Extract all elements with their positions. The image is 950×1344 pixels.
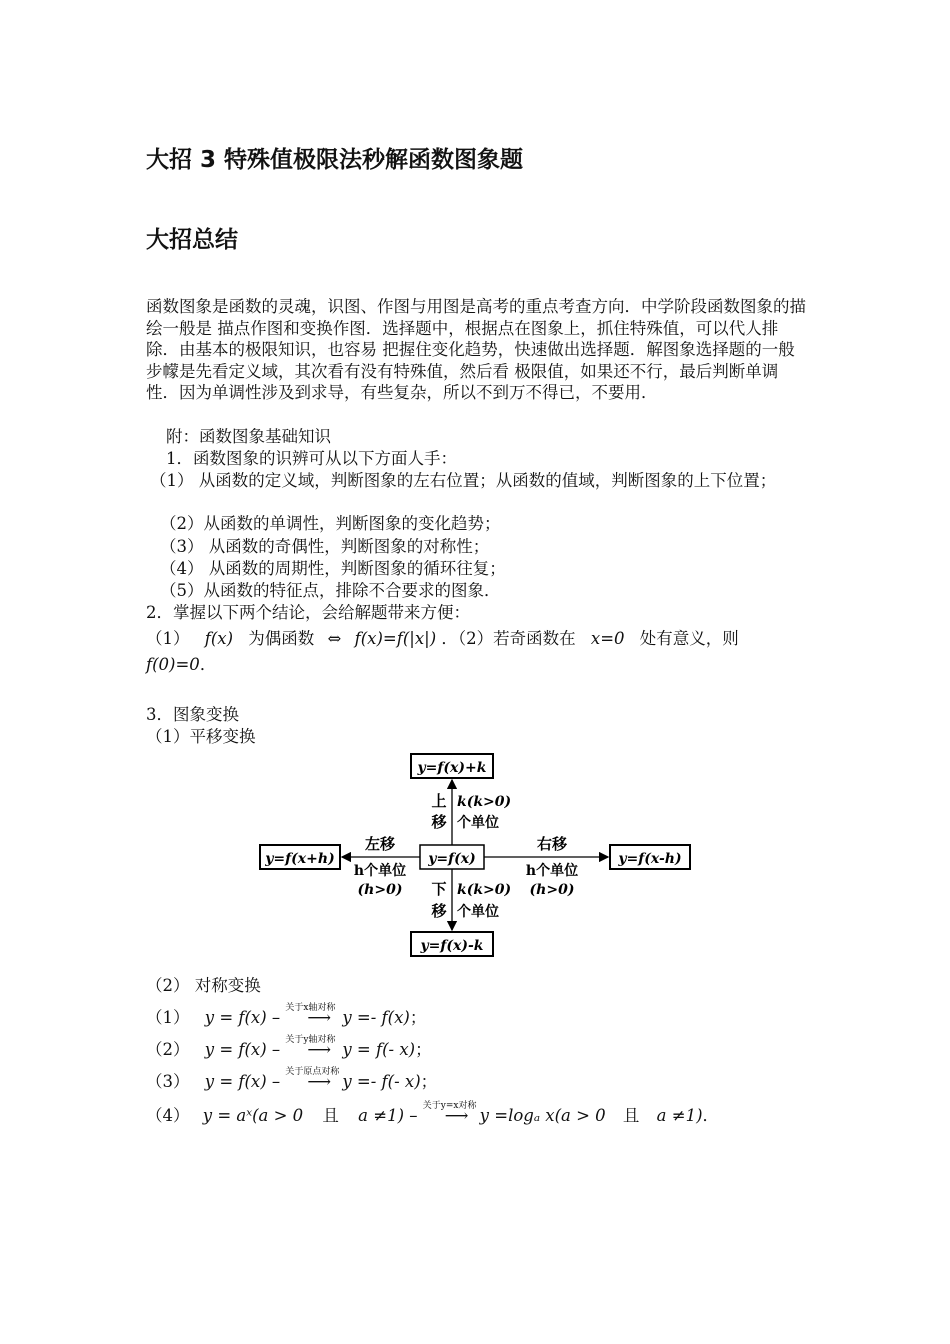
item-1-3: （3） 从函数的奇偶性，判断图象的对称性； bbox=[160, 537, 490, 556]
center-box-label: y=f(x) bbox=[428, 851, 476, 867]
sym-3-num: （3） bbox=[146, 1072, 190, 1091]
sym-3-end: ； bbox=[420, 1072, 438, 1091]
left-cond: (h>0) bbox=[357, 882, 403, 898]
sym-3-arrow: ⟶ bbox=[307, 1072, 332, 1091]
sym-3-label: 关于原点对称 bbox=[285, 1067, 340, 1077]
right-box-label: y=f(x-h) bbox=[618, 851, 682, 867]
iff-symbol: ⇔ bbox=[327, 629, 342, 648]
sym-3 bbox=[146, 1067, 438, 1092]
item-2-formula-line bbox=[146, 628, 739, 649]
sym-4-cond2: a ≠1) bbox=[656, 1106, 703, 1125]
item-2: 2．掌握以下两个结论，会给解题带来方便： bbox=[146, 603, 470, 622]
sym-4-arrow: ⟶ bbox=[444, 1106, 469, 1125]
even-text: 为偶函数 bbox=[248, 629, 315, 648]
item-1-4: （4） 从函数的周期性，判断图象的循环往复； bbox=[160, 559, 506, 578]
sym-2 bbox=[146, 1035, 432, 1060]
sym-1-end: ； bbox=[409, 1008, 427, 1027]
left-unit: h个单位 bbox=[353, 863, 407, 879]
meaning-text: 处有意义，则 bbox=[639, 629, 739, 648]
sym-1-lhs: y = f(x) – bbox=[204, 1008, 281, 1027]
down-move-2: 移 bbox=[431, 902, 447, 920]
item-1: 1．函数图象的识辨可从以下方面人手： bbox=[166, 449, 457, 468]
intro-paragraph: 函数图象是函数的灵魂，识图、作图与用图是高考的重点考查方向．中学阶段函数图象的描绘一般是 描点作图和变换作图．选择题中，根据点在图象上，抓住特殊值，可以代人排除．由基本的极限知识，也容易 把握住变化趋势，快速做出选择题．解图象选择题的一般步幪是先看定义域，其次看有没有特殊值，然后看 极限值，如果还不行，最后判断单调性．因为单调性涉及到求导，有些复杂，所以不到万不得已，不要用． bbox=[146, 297, 806, 402]
item-2-num: （1） bbox=[146, 629, 190, 648]
sym-2-num: （2） bbox=[146, 1040, 190, 1059]
sym-1 bbox=[146, 1003, 427, 1028]
sym-4-lhs: y = aˣ(a > 0 bbox=[202, 1106, 304, 1125]
item-3-1: （1）平移变换 bbox=[146, 727, 256, 746]
f0-formula: f(0)=0 bbox=[146, 655, 200, 674]
item-3-2: （2） 对称变换 bbox=[146, 976, 261, 995]
sym-3-lhs: y = f(x) – bbox=[204, 1072, 281, 1091]
sym-2-rhs: y = f(- x) bbox=[342, 1040, 416, 1059]
left-move: 左移 bbox=[364, 835, 396, 853]
sym-1-arrow: ⟶ bbox=[307, 1008, 332, 1027]
bottom-box-label: y=f(x)-k bbox=[420, 938, 484, 954]
down-k: k(k>0) bbox=[457, 882, 512, 898]
sym-3-rhs: y =- f(- x) bbox=[342, 1072, 421, 1091]
fx-formula: f(x) bbox=[204, 629, 234, 648]
sym-1-rhs: y =- f(x) bbox=[342, 1008, 410, 1027]
up-move-2: 移 bbox=[431, 813, 447, 831]
right-move: 右移 bbox=[536, 835, 568, 853]
sym-1-num: （1） bbox=[146, 1008, 190, 1027]
sym-4-label: 关于y=x对称 bbox=[422, 1101, 477, 1111]
even-formula: f(x)=f(|x|) bbox=[354, 629, 437, 648]
right-unit: h个单位 bbox=[525, 863, 579, 879]
sym-1-label: 关于x轴对称 bbox=[285, 1003, 336, 1013]
sym-4-end: ． bbox=[702, 1106, 720, 1125]
sym-4-cond1: a ≠1) – bbox=[358, 1106, 418, 1125]
sym-4-num: （4） bbox=[146, 1106, 190, 1125]
odd-text: ．（2）若奇函数在 bbox=[441, 629, 576, 648]
period: ． bbox=[199, 655, 217, 674]
up-move-1: 上 bbox=[431, 792, 447, 810]
sym-2-lhs: y = f(x) – bbox=[204, 1040, 281, 1059]
sym-4-and1: 且 bbox=[322, 1106, 339, 1125]
sym-2-end: ； bbox=[415, 1040, 432, 1059]
down-unit: 个单位 bbox=[457, 904, 499, 920]
sym-4-rhs: y =logₐ x(a > 0 bbox=[479, 1106, 606, 1125]
item-1-5: （5）从函数的特征点，排除不合要求的图象． bbox=[160, 581, 501, 600]
top-box-label: y=f(x)+k bbox=[417, 760, 487, 776]
x0-formula: x=0 bbox=[590, 629, 625, 648]
down-move-1: 下 bbox=[431, 880, 447, 898]
section-heading: 大招总结 bbox=[146, 227, 238, 253]
right-cond: (h>0) bbox=[529, 882, 575, 898]
item-3: 3．图象变换 bbox=[146, 705, 239, 724]
page-title: 大招 3 特殊值极限法秒解函数图象题 bbox=[146, 147, 524, 173]
translation-diagram bbox=[255, 748, 695, 960]
item-1-1: （1） 从函数的定义域，判断图象的左右位置；从函数的值域，判断图象的上下位置； bbox=[150, 471, 777, 490]
sym-2-arrow: ⟶ bbox=[307, 1040, 332, 1059]
item-2-formula-line-2 bbox=[146, 654, 216, 675]
left-box-label: y=f(x+h) bbox=[265, 851, 335, 867]
sym-4 bbox=[146, 1101, 720, 1126]
sym-2-label: 关于y轴对称 bbox=[285, 1035, 336, 1045]
up-unit: 个单位 bbox=[457, 815, 499, 831]
item-1-2: （2）从函数的单调性，判断图象的变化趋势； bbox=[160, 514, 501, 533]
sym-4-and2: 且 bbox=[622, 1106, 640, 1125]
up-k: k(k>0) bbox=[457, 794, 512, 810]
appendix-heading: 附：函数图象基础知识 bbox=[166, 427, 331, 446]
